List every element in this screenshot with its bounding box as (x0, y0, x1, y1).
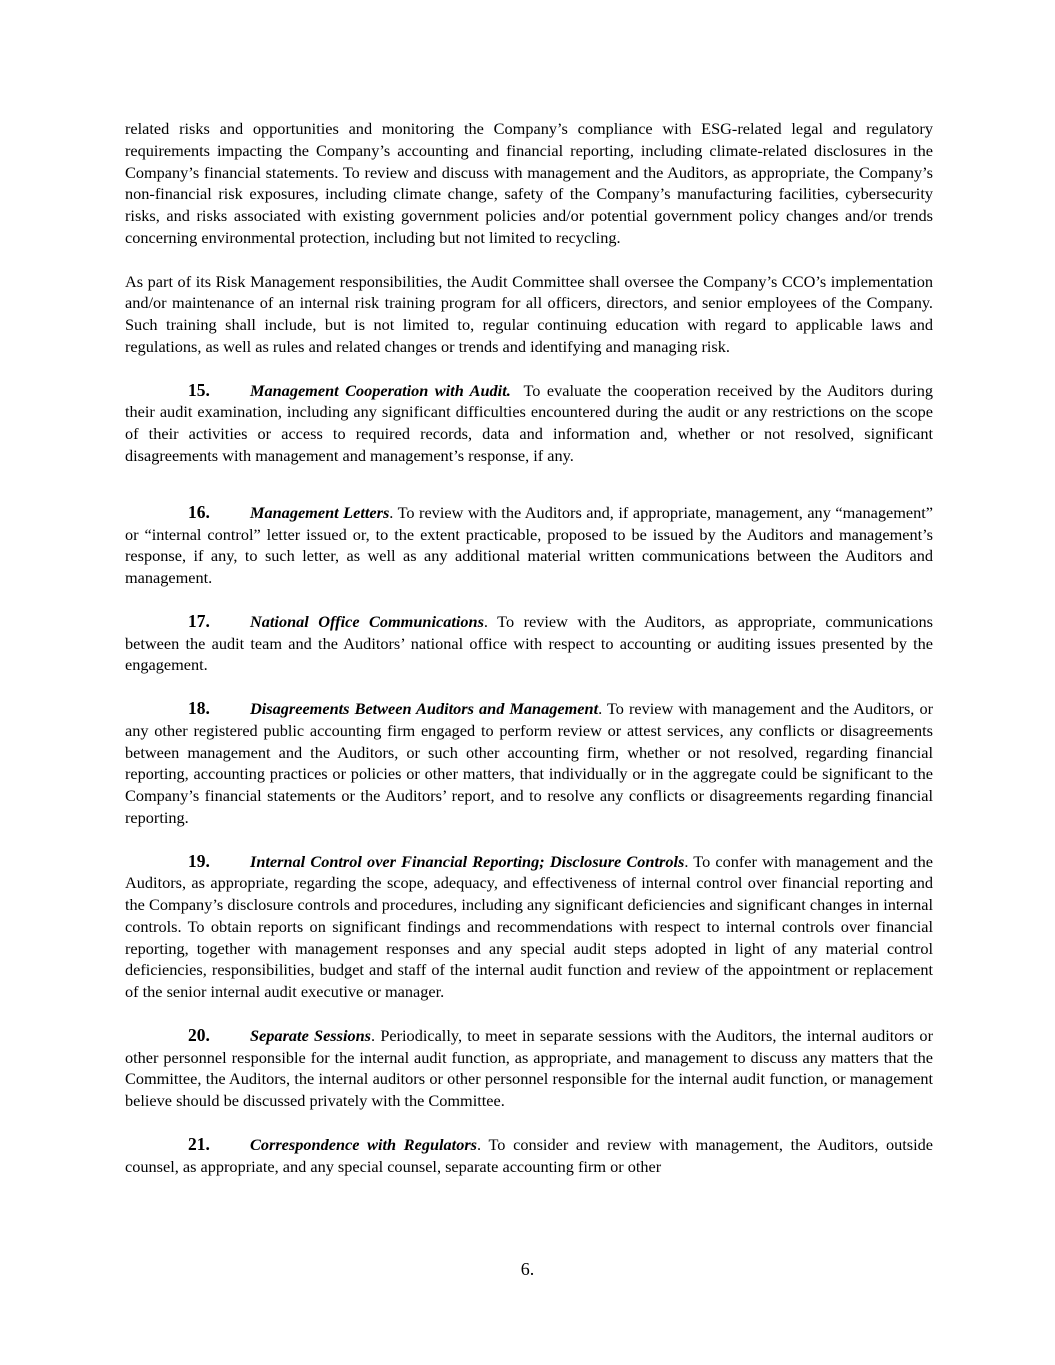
section-19 (125, 851, 933, 1004)
section-number: 16. (188, 501, 210, 522)
section-heading: Disagreements Between Auditors and Management (250, 698, 599, 718)
section-heading: National Office Communications (250, 611, 484, 631)
section-heading: Management Cooperation with Audit. (250, 380, 511, 400)
section-heading: Correspondence with Regulators (250, 1134, 478, 1154)
section-body: To evaluate the cooperation received by the Auditors during their audit examination, including any significant difficulties encountered during the audit or any restrictions on the scope of their activities or access to required records, data and information and, whether or not resolved, significant disagreements with management and management’s response, if any. (125, 380, 933, 465)
section-number: 17. (188, 610, 210, 631)
section-number: 18. (188, 697, 210, 718)
section-17 (125, 611, 933, 676)
section-18 (125, 698, 933, 829)
intro-paragraph-1: related risks and opportunities and monitoring the Company’s compliance with ESG-related legal and regulatory requirements impacting the Company’s accounting and financial reporting, including climate-related disclosures in the Company’s financial statements. To review and discuss with management and the Auditors, as appropriate, the Company’s non-financial risk exposures, including climate change, safety of the Company’s manufacturing facilities, cybersecurity risks, and risks associated with existing government policies and/or potential government policy changes and/or trends concerning environmental protection, including but not limited to recycling. (125, 119, 933, 247)
section-body: . To review with the Auditors and, if appropriate, management, any “management” or “internal control” letter issued or, to the extent practicable, proposed to be issued by the Auditors and management’s response, if any, to such letter, as well as any additional material written communications between the Auditors and management. (125, 502, 933, 588)
section-15 (125, 380, 933, 467)
section-body: . To consider and review with management, the Auditors, outside counsel, as appropriate, and any special counsel, separate accounting firm or other (125, 1134, 933, 1176)
section-number: 15. (188, 379, 210, 400)
section-heading: Separate Sessions (250, 1025, 372, 1045)
section-16 (125, 502, 933, 589)
section-heading: Management Letters (250, 502, 390, 522)
section-number: 21. (188, 1133, 210, 1154)
section-body: . To review with management and the Auditors, or any other registered public accounting firm engaged to perform review or attest services, any conflicts or disagreements between management and the Auditors, or such other accounting firm, whether or not resolved, regarding financial reporting, accounting practices or policies or other matters, that individually or in the aggregate could be significant to the Company’s financial statements or the Auditors’ report, and to resolve any conflicts or disagreements regarding financial reporting. (125, 698, 934, 827)
section-21 (125, 1134, 933, 1178)
document-body (125, 118, 933, 1177)
section-body: . To review with the Auditors, as appropriate, communications between the audit team and the Auditors’ national office with respect to accounting or auditing issues presented by the engagement. (125, 611, 933, 675)
section-body: . To confer with management and the Auditors, as appropriate, regarding the scope, adequacy, and effectiveness of internal control over financial reporting and the Company’s disclosure controls and procedures, including any significant deficiencies and significant changes in internal controls. To obtain reports on significant findings and recommendations with respect to internal controls over financial reporting, together with management responses and any special audit steps adopted in light of any material control deficiencies, responsibilities, budget and staff of the internal audit function and review of the appointment or replacement of the senior internal audit executive or manager. (125, 851, 934, 1002)
section-number: 19. (188, 850, 210, 871)
page-number: 6. (520, 1259, 535, 1279)
section-number: 20. (188, 1024, 210, 1045)
section-heading: Internal Control over Financial Reporting; Disclosure Controls (250, 851, 685, 871)
section-20 (125, 1025, 933, 1112)
intro-paragraph-2: As part of its Risk Management responsibilities, the Audit Committee shall oversee the Company’s CCO’s implementation and/or maintenance of an internal risk training program for all officers, directors, and senior employees of the Company. Such training shall include, but is not limited to, regular continuing education with regard to applicable laws and regulations, as well as rules and related changes or trends and identifying and managing risk. (125, 271, 933, 356)
section-body: . Periodically, to meet in separate sessions with the Auditors, the internal auditors or other personnel responsible for the internal audit function, as appropriate, and management to discuss any matters that the Committee, the Auditors, the internal auditors or other personnel responsible for the internal audit function, or management believe should be discussed privately with the Committee. (125, 1025, 933, 1111)
